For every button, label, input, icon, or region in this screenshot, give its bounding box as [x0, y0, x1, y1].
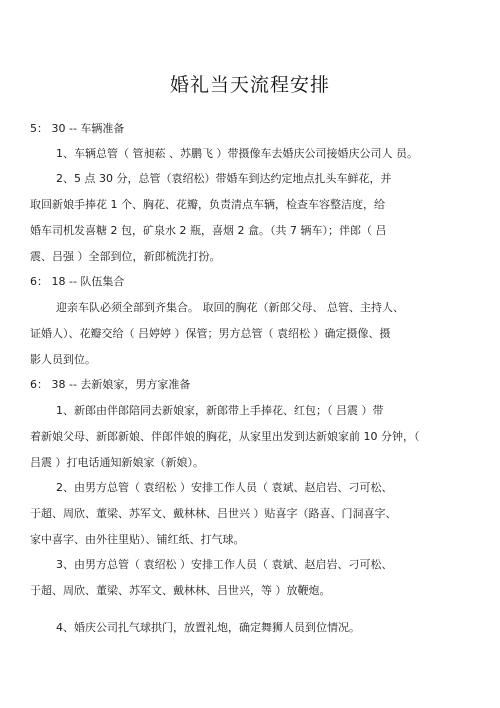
- section-heading: 5： 30 -- 车辆准备: [30, 122, 125, 135]
- paragraph-line: 震、吕强 ）全部到位，新郎梳洗打扮。: [30, 250, 221, 263]
- section-heading: 6： 18 -- 队伍集合: [30, 275, 125, 288]
- paragraph-line: 1、新郎由伴郎陪同去新娘家，新郎带上手捧花、红包；（ 吕震 ）带: [56, 404, 384, 417]
- paragraph-line: 着新娘父母、新郎新娘、伴郎伴娘的胸花，从家里出发到达新娘家前 10 分钟，（: [30, 430, 420, 443]
- paragraph-line: 2、由男方总管（ 袁绍松 ）安排工作人员（ 袁斌、赵启岩、刁可松、: [56, 481, 393, 494]
- section-heading: 6： 38 -- 去新娘家，男方家准备: [30, 378, 191, 391]
- paragraph-line: 吕震 ）打电话通知新娘家（新娘）。: [30, 456, 204, 469]
- paragraph-line: 1、车辆总管（ 管昶菘 、苏鹏飞 ）带摄像车去婚庆公司接婚庆公司人 员。: [56, 147, 418, 160]
- paragraph-line: 婚车司机发喜糖 2 包，矿泉水 2 瓶，喜烟 2 盒。（共 7 辆车）；伴郎（ 吕: [30, 224, 387, 237]
- page-title: 婚礼当天流程安排: [169, 74, 330, 96]
- paragraph-line: 3、由男方总管（ 袁绍松 ）安排工作人员（ 袁斌、赵启岩、刁可松、: [56, 558, 393, 571]
- paragraph-line: 取回新娘手捧花 1 个、胸花、花瓣，负责清点车辆，检查车容整洁度，给: [30, 198, 385, 211]
- paragraph-line: 影人员到位。: [30, 353, 96, 366]
- paragraph-line: 于超、周欣、董梁、苏军文、戴林林、吕世兴，等 ）放鞭炮。: [30, 584, 331, 597]
- paragraph-line: 于超、周欣、董梁、苏军文、戴林林、吕世兴 ）贴喜字（路喜、门洞喜字、: [30, 507, 397, 520]
- paragraph-line: 迎亲车队必须全部到齐集合。 取回的胸花（新郎父母、 总管、主持人、: [56, 301, 404, 314]
- paragraph-line: 证婚人）、花瓣交给（ 吕婷婷 ）保管；男方总管（ 袁绍松 ）确定摄像、摄: [30, 327, 391, 340]
- paragraph-line: 4、婚庆公司扎气球拱门，放置礼炮，确定舞狮人员到位情况。: [56, 621, 360, 634]
- paragraph-line: 2、5 点 30 分，总管（袁绍松）带婚车到达约定地点扎头车鲜花，并: [56, 172, 392, 185]
- paragraph-line: 家中喜字、由外往里贴）、铺红纸、打气球。: [30, 533, 245, 546]
